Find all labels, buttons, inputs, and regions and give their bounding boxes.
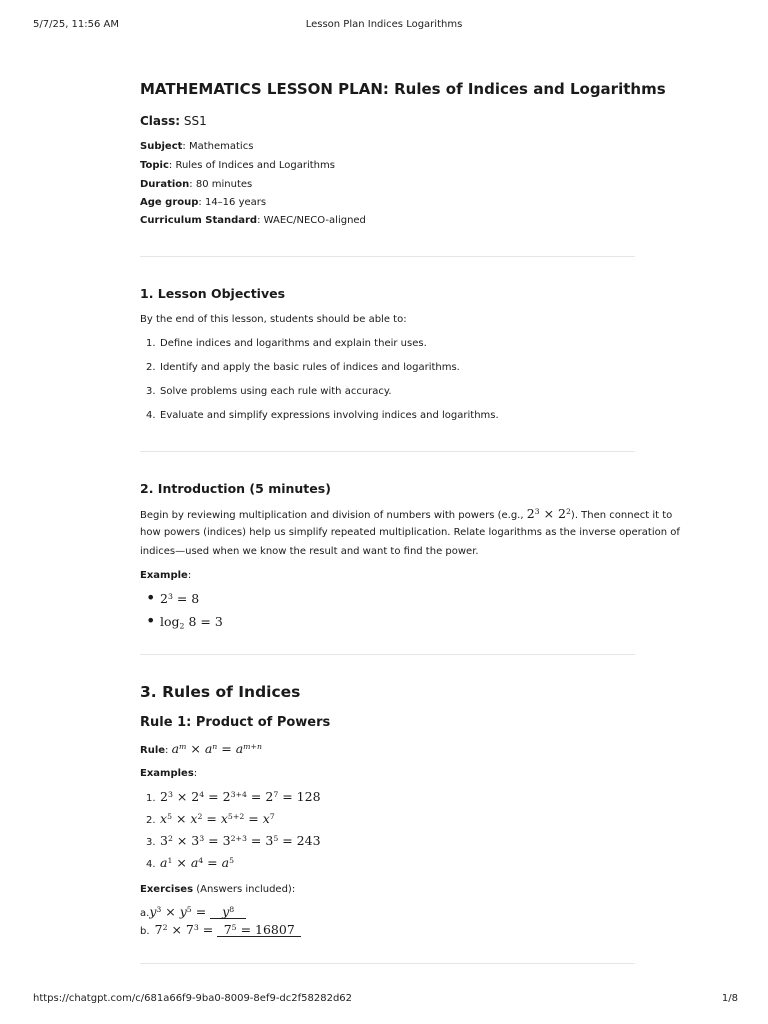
meta-curriculum: Curriculum Standard: WAEC/NECO-aligned [140, 215, 366, 226]
meta-age-group: Age group: 14–16 years [140, 197, 267, 208]
meta-topic: Topic: Rules of Indices and Logarithms [140, 160, 335, 171]
section-divider [140, 654, 635, 655]
intro-paragraph-line2: how powers (indices) help us simplify repeated multiplication. Relate logarithms as the inverse operation of [140, 527, 680, 538]
rule1-statement: Rule: $a^m \times a^n = a^{m+n}$ [140, 741, 263, 756]
exercise-b: b. $7^2 \times 7^3 = 7^5 = 16807$ [140, 919, 301, 938]
example-bullet: • $2^3 = 8$ [146, 588, 200, 607]
section-divider [140, 451, 635, 452]
objective-item: 4. Evaluate and simplify expressions involving indices and logarithms. [146, 410, 499, 421]
examples-label: Examples: [140, 768, 198, 779]
objective-item: 3. Solve problems using each rule with accuracy. [146, 386, 392, 397]
rule1-example: 2. $x^5 \times x^2 = x^{5+2} = x^7$ [146, 811, 275, 826]
exercise-a: $a.y^3 \times y^5 = y^8$ [140, 901, 246, 920]
section-divider [140, 256, 635, 257]
objectives-intro: By the end of this lesson, students should be able to: [140, 314, 407, 325]
print-page-number: 1/8 [721, 993, 738, 1004]
class-value: SS1 [180, 114, 207, 128]
rule1-heading: Rule 1: Product of Powers [140, 715, 331, 730]
intro-paragraph-line1: Begin by reviewing multiplication and division of numbers with powers (e.g., $2^3 \times 2^2$). Then connect it to [140, 506, 673, 521]
document-title: MATHEMATICS LESSON PLAN: Rules of Indices and Logarithms [140, 80, 666, 98]
rule1-example: 1. $2^3 \times 2^4 = 2^{3+4} = 2^7 = 128$ [146, 789, 321, 804]
exercises-label: Exercises (Answers included): [140, 884, 296, 895]
section-divider [140, 963, 635, 964]
example-bullet: • $\log_2 8 = 3$ [146, 611, 223, 631]
objectives-heading: 1. Lesson Objectives [140, 286, 286, 301]
meta-subject: Subject: Mathematics [140, 141, 254, 152]
class-line [140, 114, 207, 128]
intro-paragraph-line3: indices—used when we know the result and want to find the power. [140, 546, 479, 557]
print-page-title: Lesson Plan Indices Logarithms [305, 19, 463, 30]
class-label: Class: [140, 114, 181, 128]
inline-math-example: $2^3 \times 2^2$ [526, 506, 571, 521]
rule1-example: 4. $a^1 \times a^4 = a^5$ [146, 855, 235, 870]
introduction-heading: 2. Introduction (5 minutes) [140, 481, 331, 496]
example-label: Example: [140, 570, 192, 581]
rules-heading: 3. Rules of Indices [140, 683, 301, 701]
rule1-example: 3. $3^2 \times 3^3 = 3^{2+3} = 3^5 = 243$ [146, 833, 321, 848]
meta-duration: Duration: 80 minutes [140, 179, 253, 190]
objective-item: 1. Define indices and logarithms and explain their uses. [146, 338, 427, 349]
print-datetime: 5/7/25, 11:56 AM [33, 19, 120, 30]
objective-item: 2. Identify and apply the basic rules of indices and logarithms. [146, 362, 460, 373]
print-url[interactable]: https://chatgpt.com/c/681a66f9-9ba0-8009-8ef9-dc2f58282d62 [33, 993, 353, 1004]
